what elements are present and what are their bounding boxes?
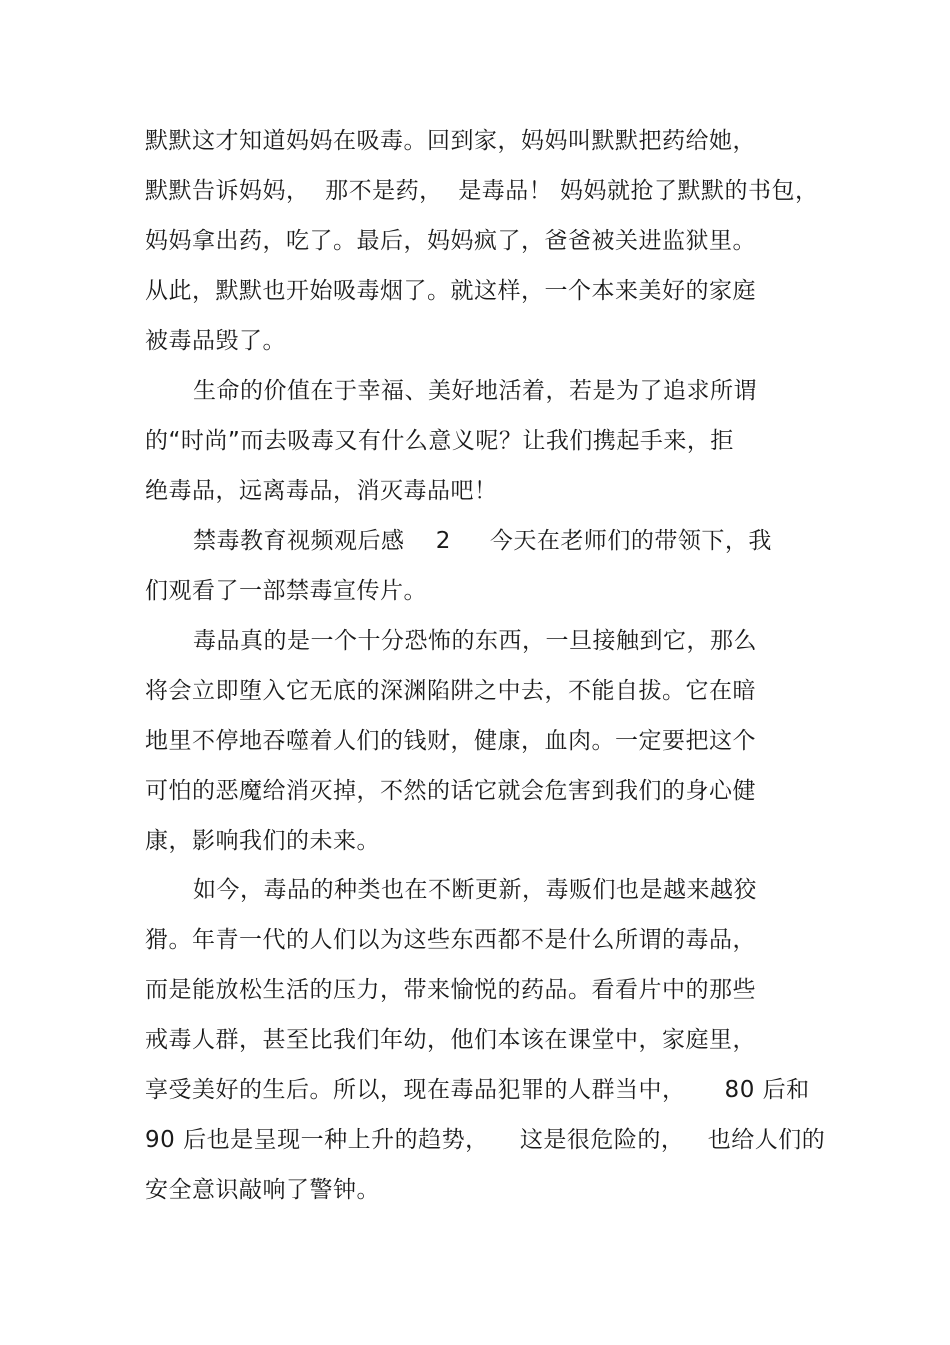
- text-line: 被毒品毁了。: [145, 328, 286, 354]
- text-line: 享受美好的生后。所以，现在毒品犯罪的人群当中， 80 后和: [145, 1077, 810, 1103]
- text-line: 而是能放松生活的压力，带来愉悦的药品。看看片中的那些: [145, 977, 756, 1003]
- text-line: 安全意识敲响了警钟。: [145, 1177, 380, 1203]
- text-line: 将会立即堕入它无底的深渊陷阱之中去，不能自拔。它在暗: [145, 678, 756, 704]
- paragraph-first-line: 如今，毒品的种类也在不断更新，毒贩们也是越来越狡: [193, 877, 757, 903]
- text-line: 的“时尚”而去吸毒又有什么意义呢？让我们携起手来，拒: [145, 428, 734, 454]
- text-line: 地里不停地吞噬着人们的钱财，健康，血肉。一定要把这个: [145, 728, 756, 754]
- text-line: 妈妈拿出药，吃了。最后，妈妈疯了，爸爸被关进监狱里。: [145, 228, 756, 254]
- text-line: 们观看了一部禁毒宣传片。: [145, 578, 427, 604]
- paragraph-first-line: 毒品真的是一个十分恐怖的东西，一旦接触到它，那么: [193, 628, 757, 654]
- text-line: 默默告诉妈妈， 那不是药， 是毒品！ 妈妈就抢了默默的书包，: [145, 178, 819, 204]
- text-line: 默默这才知道妈妈在吸毒。回到家，妈妈叫默默把药给她，: [145, 128, 756, 154]
- text-line: 戒毒人群，甚至比我们年幼，他们本该在课堂中，家庭里，: [145, 1027, 756, 1053]
- text-line: 康，影响我们的未来。: [145, 828, 380, 854]
- text-line: 可怕的恶魔给消灭掉，不然的话它就会危害到我们的身心健: [145, 778, 756, 804]
- paragraph-first-line: 禁毒教育视频观后感 2 今天在老师们的带领下，我: [193, 528, 772, 554]
- paragraph-first-line: 生命的价值在于幸福、美好地活着，若是为了追求所谓: [193, 378, 757, 404]
- text-line: 90 后也是呈现一种上升的趋势， 这是很危险的， 也给人们的: [145, 1127, 826, 1153]
- text-line: 猾。年青一代的人们以为这些东西都不是什么所谓的毒品，: [145, 927, 756, 953]
- text-line: 绝毒品，远离毒品，消灭毒品吧！: [145, 478, 498, 504]
- text-line: 从此，默默也开始吸毒烟了。就这样，一个本来美好的家庭: [145, 278, 756, 304]
